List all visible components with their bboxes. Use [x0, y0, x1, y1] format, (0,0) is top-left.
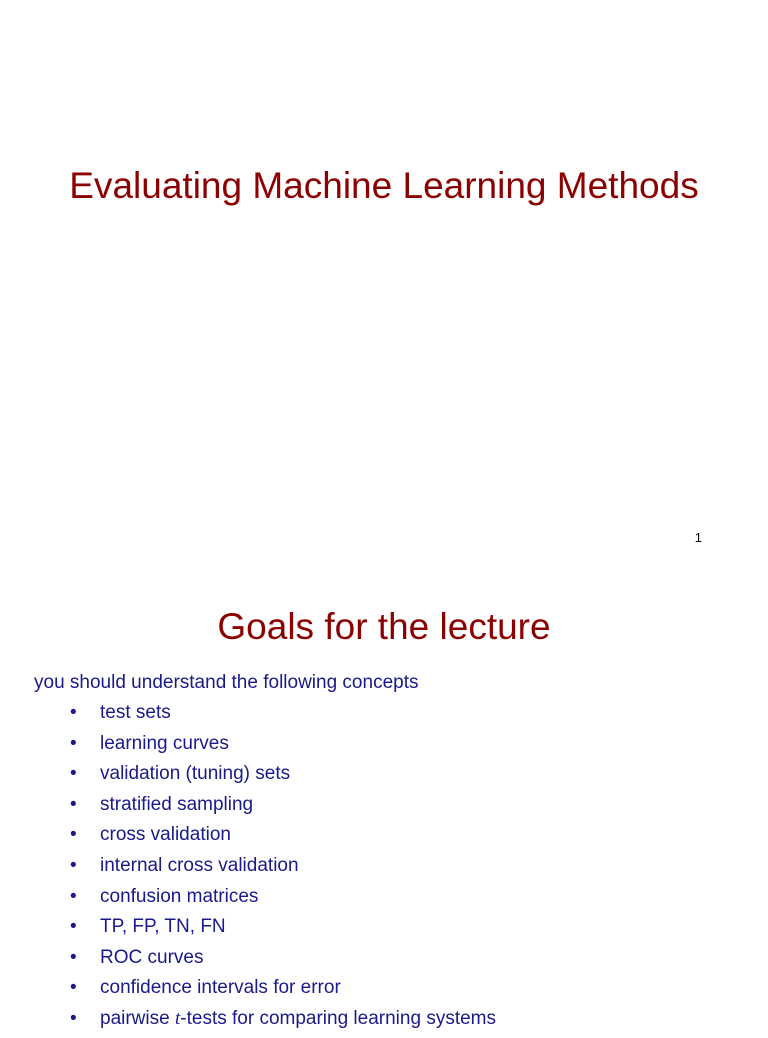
slide-number: 1 — [694, 530, 702, 545]
list-item-text: confusion matrices — [100, 885, 259, 907]
list-item-text: confidence intervals for error — [100, 977, 341, 999]
bullet-icon: • — [70, 854, 77, 876]
list-item-text: learning curves — [100, 732, 229, 754]
bullet-icon: • — [70, 916, 77, 938]
slide-title: Evaluating Machine Learning Methods — [69, 165, 699, 206]
bullet-icon: • — [70, 946, 77, 968]
bullet-icon: • — [70, 793, 77, 815]
bullet-icon: • — [70, 702, 77, 723]
bullet-icon: • — [70, 885, 77, 907]
list-item-text-prefix: pairwise — [100, 1007, 175, 1029]
list-item-text: stratified sampling — [100, 793, 254, 815]
intro-text: you should understand the following concepts — [34, 672, 419, 693]
bullet-icon: • — [70, 977, 77, 999]
list-item-text: ROC curves — [100, 946, 204, 968]
slide-title: Goals for the lecture — [217, 606, 551, 647]
list-item-text: TP, FP, TN, FN — [100, 916, 226, 938]
slide-2 — [0, 560, 768, 1029]
bullet-icon: • — [70, 763, 77, 785]
list-item-text-italic: t — [174, 1007, 181, 1029]
list-item-text: test sets — [100, 702, 171, 723]
bullet-icon: • — [70, 732, 77, 754]
list-item-text — [100, 1007, 496, 1031]
list-item-text: validation (tuning) sets — [100, 763, 291, 785]
list-item-text: cross validation — [100, 824, 231, 846]
list-item-text: internal cross validation — [100, 854, 299, 876]
bullet-icon: • — [70, 1007, 77, 1029]
list-item-text-suffix: -tests for comparing learning systems — [180, 1007, 496, 1029]
bullet-icon: • — [70, 824, 77, 846]
